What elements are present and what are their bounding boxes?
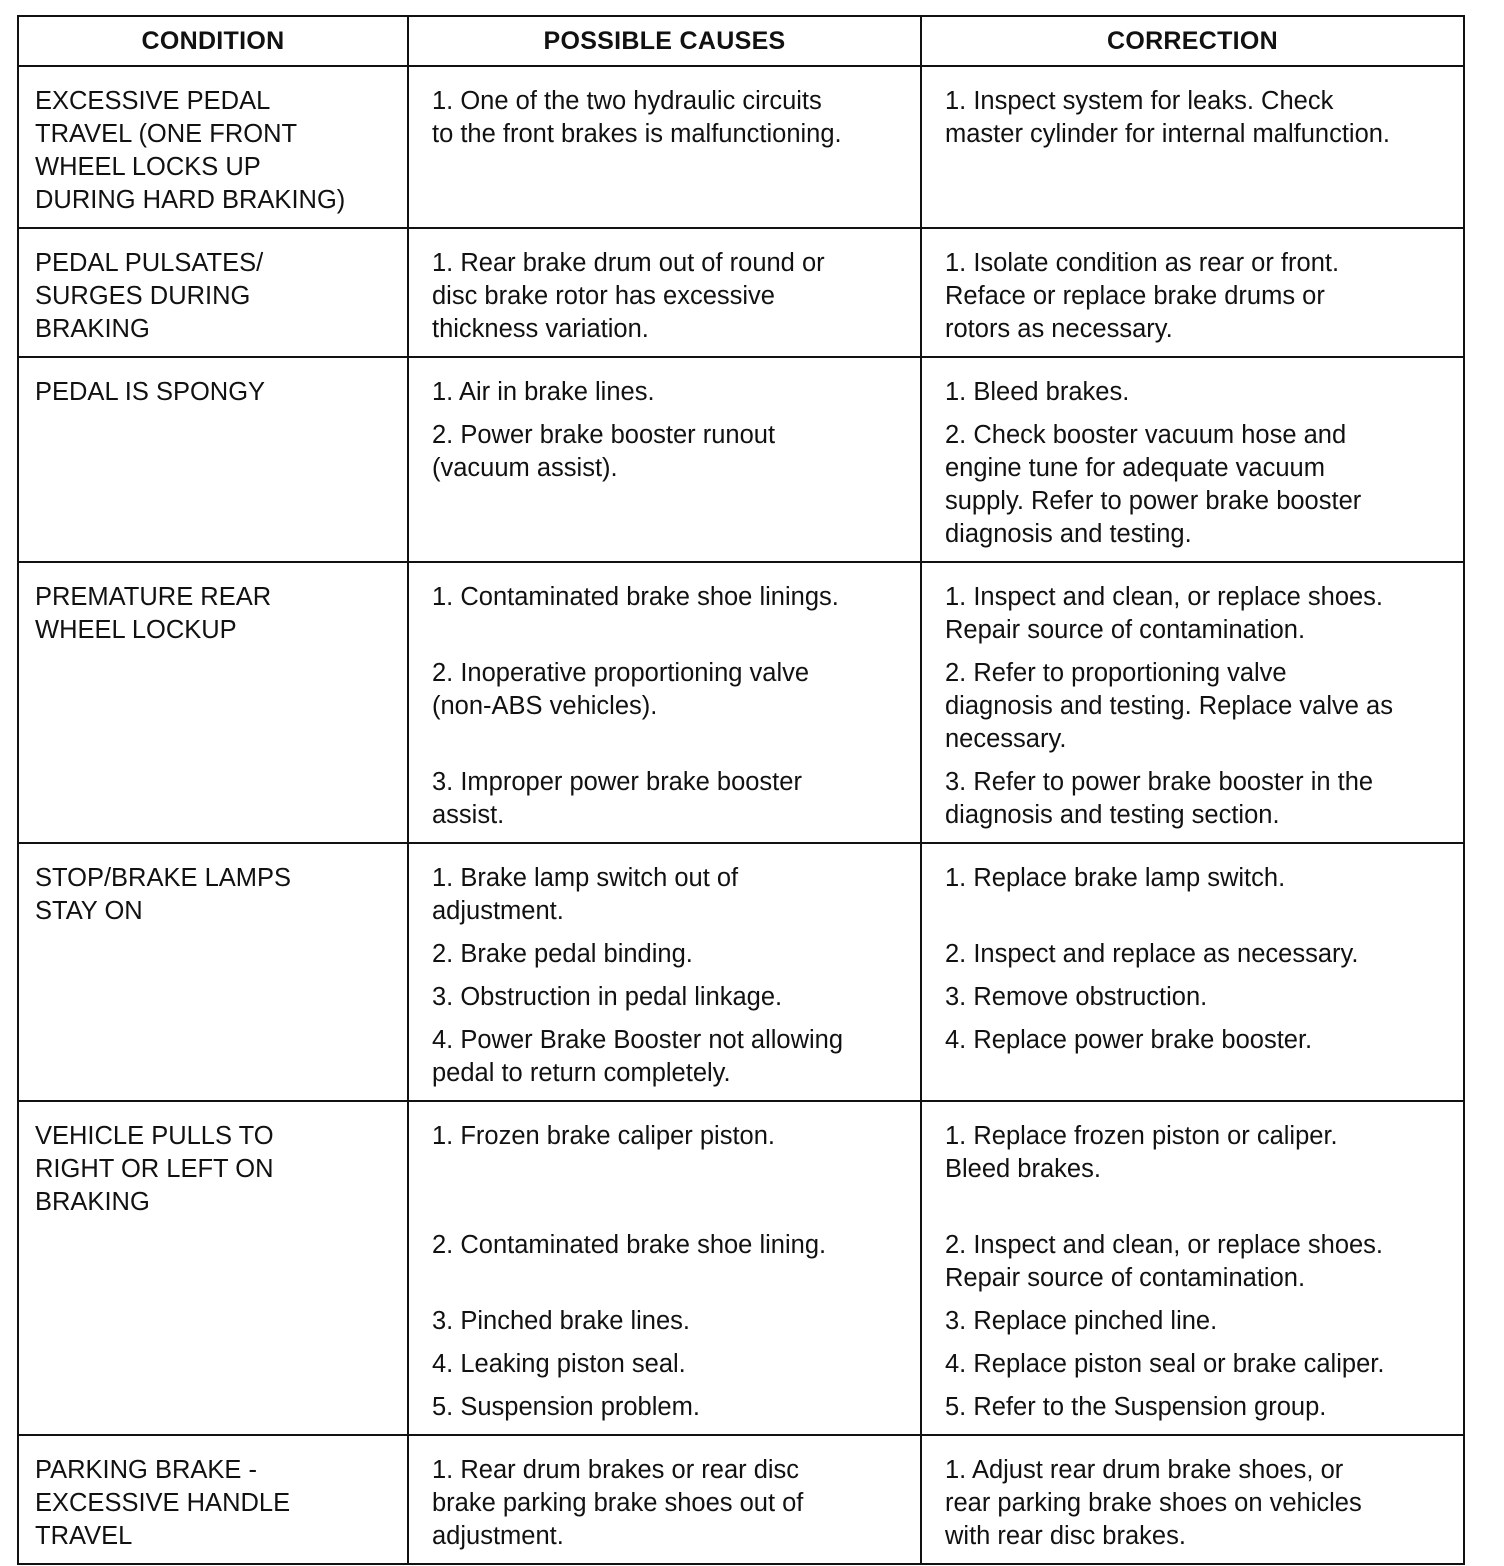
table-row xyxy=(18,228,1464,357)
table-row xyxy=(18,357,1464,562)
causes-cell xyxy=(408,66,921,228)
cause-item: 1. Rear drum brakes or rear disc brake parking brake shoes out of adjustment. xyxy=(432,1456,804,1550)
condition-text: EXCESSIVE PEDAL TRAVEL (ONE FRONT WHEEL LOCKS UP DURING HARD BRAKING) xyxy=(35,87,346,214)
corrections-cell xyxy=(921,843,1464,1101)
corrections-cell xyxy=(921,1101,1464,1435)
diagnosis-table xyxy=(17,15,1465,1565)
causes-cell xyxy=(408,1101,921,1435)
possible-causes-header: POSSIBLE CAUSES xyxy=(408,16,921,66)
correction-item: 5. Refer to the Suspension group. xyxy=(945,1393,1327,1421)
corrections-cell xyxy=(921,562,1464,843)
correction-item: 2. Check booster vacuum hose and engine tune for adequate vacuum supply. Refer to power brake booster diagnosis and testing. xyxy=(945,421,1362,548)
cause-item: 4. Leaking piston seal. xyxy=(432,1350,686,1378)
cause-item: 2. Inoperative proportioning valve (non-ABS vehicles). xyxy=(432,659,810,720)
cause-item: 4. Power Brake Booster not allowing pedal to return completely. xyxy=(432,1026,844,1087)
cause-item: 2. Contaminated brake shoe lining. xyxy=(432,1231,827,1259)
correction-item: 1. Replace brake lamp switch. xyxy=(945,864,1286,892)
correction-item: 1. Inspect and clean, or replace shoes. Repair source of contamination. xyxy=(945,583,1384,644)
causes-cell xyxy=(408,228,921,357)
cause-item: 3. Obstruction in pedal linkage. xyxy=(432,983,783,1011)
correction-item: 1. Adjust rear drum brake shoes, or rear parking brake shoes on vehicles with rear disc brakes. xyxy=(945,1456,1362,1550)
correction-item: 2. Inspect and clean, or replace shoes. Repair source of contamination. xyxy=(945,1231,1384,1292)
cause-item: 3. Pinched brake lines. xyxy=(432,1307,690,1335)
correction-item: 1. Isolate condition as rear or front. Reface or replace brake drums or rotors as necessary. xyxy=(945,249,1340,343)
corrections-cell xyxy=(921,357,1464,562)
correction-item: 3. Replace pinched line. xyxy=(945,1307,1218,1335)
table-row xyxy=(18,843,1464,1101)
correction-item: 3. Remove obstruction. xyxy=(945,983,1208,1011)
condition-cell xyxy=(18,843,408,1101)
cause-item: 1. Contaminated brake shoe linings. xyxy=(432,583,839,611)
causes-cell xyxy=(408,562,921,843)
cause-item: 3. Improper power brake booster assist. xyxy=(432,768,802,829)
cause-item: 2. Brake pedal binding. xyxy=(432,940,693,968)
corrections-cell xyxy=(921,66,1464,228)
correction-item: 1. Inspect system for leaks. Check master cylinder for internal malfunction. xyxy=(945,87,1391,148)
condition-cell xyxy=(18,562,408,843)
correction-item: 1. Replace frozen piston or caliper. Bleed brakes. xyxy=(945,1122,1338,1183)
table-row xyxy=(18,1435,1464,1564)
condition-cell xyxy=(18,228,408,357)
correction-item: 2. Refer to proportioning valve diagnosis and testing. Replace valve as necessary. xyxy=(945,659,1393,753)
correction-item: 1. Bleed brakes. xyxy=(945,378,1130,406)
condition-header: CONDITION xyxy=(18,16,408,66)
condition-text: PREMATURE REAR WHEEL LOCKUP xyxy=(35,583,272,644)
corrections-cell xyxy=(921,228,1464,357)
cause-item: 2. Power brake booster runout (vacuum assist). xyxy=(432,421,776,482)
condition-text: PEDAL PULSATES/ SURGES DURING BRAKING xyxy=(35,249,264,343)
condition-cell xyxy=(18,1101,408,1435)
correction-item: 3. Refer to power brake booster in the diagnosis and testing section. xyxy=(945,768,1374,829)
condition-cell xyxy=(18,357,408,562)
header-row xyxy=(18,16,1464,66)
correction-item: 4. Replace piston seal or brake caliper. xyxy=(945,1350,1385,1378)
cause-item: 1. Frozen brake caliper piston. xyxy=(432,1122,776,1150)
corrections-cell xyxy=(921,1435,1464,1564)
cause-item: 5. Suspension problem. xyxy=(432,1393,700,1421)
cause-item: 1. Air in brake lines. xyxy=(432,378,655,406)
causes-cell xyxy=(408,357,921,562)
condition-cell xyxy=(18,1435,408,1564)
cause-item: 1. One of the two hydraulic circuits to the front brakes is malfunctioning. xyxy=(432,87,842,148)
condition-text: STOP/BRAKE LAMPS STAY ON xyxy=(35,864,292,925)
table-row xyxy=(18,562,1464,843)
table-row xyxy=(18,1101,1464,1435)
causes-cell xyxy=(408,843,921,1101)
cause-item: 1. Brake lamp switch out of adjustment. xyxy=(432,864,739,925)
condition-text: PARKING BRAKE - EXCESSIVE HANDLE TRAVEL xyxy=(35,1456,291,1550)
condition-text: PEDAL IS SPONGY xyxy=(35,378,266,406)
correction-item: 4. Replace power brake booster. xyxy=(945,1026,1313,1054)
causes-cell xyxy=(408,1435,921,1564)
condition-text: VEHICLE PULLS TO RIGHT OR LEFT ON BRAKING xyxy=(35,1122,274,1216)
condition-cell xyxy=(18,66,408,228)
correction-item: 2. Inspect and replace as necessary. xyxy=(945,940,1359,968)
table-row xyxy=(18,66,1464,228)
correction-header: CORRECTION xyxy=(921,16,1464,66)
cause-item: 1. Rear brake drum out of round or disc brake rotor has excessive thickness variation. xyxy=(432,249,825,343)
